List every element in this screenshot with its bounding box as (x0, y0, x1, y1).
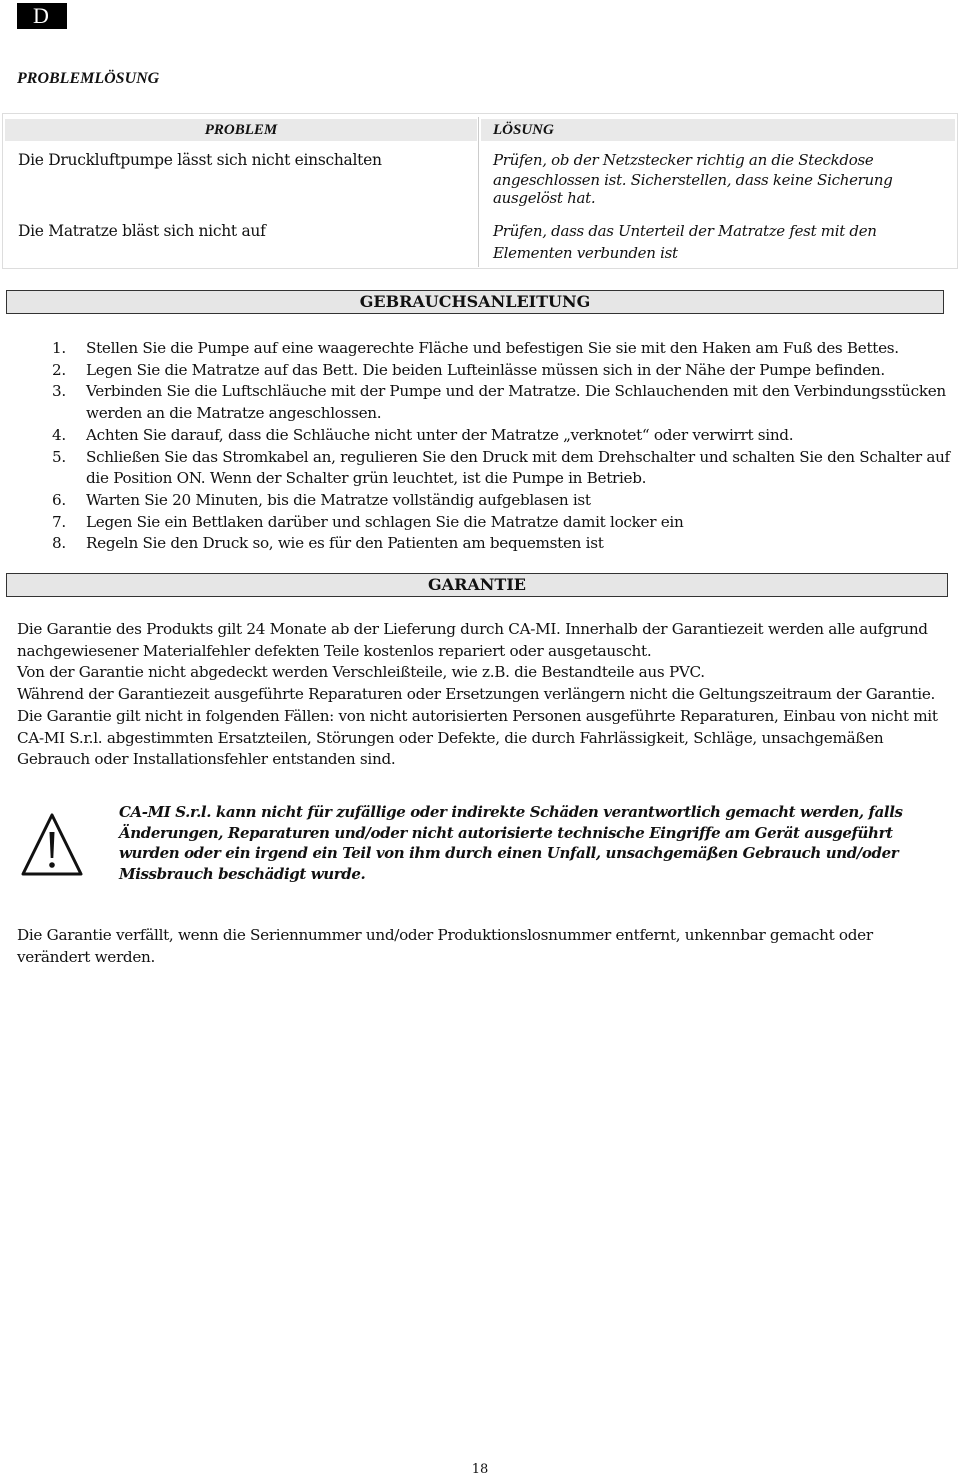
language-badge: D (17, 3, 67, 29)
step-number: 8. (52, 534, 66, 553)
step-item (52, 338, 952, 360)
step-text: Regeln Sie den Druck so, wie es für den Patienten am bequemsten ist (86, 534, 604, 553)
solution-line: Elementen verbunden ist (493, 244, 678, 262)
warranty-void-notice: Die Garantie verfällt, wenn die Seriennummer und/oder Produktionslosnummer entfernt, unkennbar gemacht oder verändert werden. (17, 926, 873, 966)
troubleshooting-table (2, 113, 958, 269)
solution-line: angeschlossen ist. Sicherstellen, dass keine Sicherung (493, 171, 893, 189)
instruction-steps (52, 338, 952, 555)
problem-cell-1: Die Druckluftpumpe lässt sich nicht einschalten (18, 151, 382, 169)
warranty-paragraph: Die Garantie gilt nicht in folgenden Fällen: von nicht autorisierten Personen ausgeführte Reparaturen, Einbau von nicht mit CA-MI S.r.l. abgestimmten Ersatzteilen, Störungen oder Defekte, die durch Fahrlässigkeit, Schläge, unsachgemäßen Gebrauch oder Installationsfehler entstanden sind. (17, 706, 938, 769)
solution-line: Prüfen, ob der Netzstecker richtig an die Steckdose (493, 151, 874, 169)
page-number: 18 (471, 1462, 489, 1477)
step-number: 7. (52, 512, 66, 531)
step-number: 2. (52, 360, 66, 379)
solution-line: Prüfen, dass das Unterteil der Matratze fest mit den (493, 222, 877, 240)
solution-column-header: LÖSUNG (481, 119, 955, 141)
step-number: 3. (52, 382, 66, 401)
warranty-paragraph: Die Garantie des Produkts gilt 24 Monate ab der Lieferung durch CA-MI. Innerhalb der Garantiezeit werden alle aufgrund nachgewiesener Materialfehler defekten Teile kostenlos repariert oder ausgetauscht. (17, 620, 928, 660)
step-item (52, 360, 952, 382)
step-number: 1. (52, 339, 66, 357)
step-number: 4. (52, 425, 66, 444)
warranty-paragraph: Während der Garantiezeit ausgeführte Reparaturen oder Ersetzungen verlängern nicht die Geltungszeitraum der Garantie. (17, 685, 936, 704)
problem-column-header: PROBLEM (5, 119, 477, 141)
step-text: Legen Sie ein Bettlaken darüber und schlagen Sie die Matratze damit locker ein (86, 512, 684, 531)
step-item (52, 490, 952, 512)
section-title-troubleshooting: PROBLEMLÖSUNG (17, 70, 160, 87)
problem-cell-2: Die Matratze bläst sich nicht auf (18, 222, 266, 240)
step-number: 6. (52, 490, 66, 509)
warranty-paragraph: Von der Garantie nicht abgedeckt werden Verschleißteile, wie z.B. die Bestandteile aus PVC. (17, 663, 705, 682)
warranty-body (17, 619, 947, 771)
step-text: Warten Sie 20 Minuten, bis die Matratze vollständig aufgeblasen ist (86, 490, 591, 509)
column-divider (478, 117, 479, 267)
solution-line: ausgelöst hat. (493, 189, 596, 207)
step-item (52, 512, 952, 534)
liability-disclaimer: CA-MI S.r.l. kann nicht für zufällige oder indirekte Schäden verantwortlich gemacht werden, falls Änderungen, Reparaturen und/oder nicht autorisierte technische Eingriffe am Gerät ausgeführt wurden oder ein irgend ein Teil von ihm durch einen Unfall, unsachgemäßen Gebrauch und/oder Missbrauch beschädigt wurde. (119, 803, 903, 883)
step-text: Schließen Sie das Stromkabel an, regulieren Sie den Druck mit dem Drehschalter und schalten Sie den Schalter auf die Position ON. Wenn der Schalter grün leuchtet, ist die Pumpe in Betrieb. (86, 447, 950, 488)
step-text: Verbinden Sie die Luftschläuche mit der Pumpe und der Matratze. Die Schlauchenden mit den Verbindungsstücken werden an die Matratze angeschlossen. (86, 382, 946, 423)
step-item (52, 425, 952, 447)
warranty-title-bar: GARANTIE (6, 573, 948, 597)
step-text: Achten Sie darauf, dass die Schläuche nicht unter der Matratze „verknotet“ oder verwirrt sind. (86, 425, 794, 444)
step-number: 5. (52, 447, 66, 466)
step-item (52, 381, 952, 424)
step-text: Stellen Sie die Pumpe auf eine waagerechte Fläche und befestigen Sie sie mit den Haken am Fuß des Bettes. (86, 339, 899, 357)
warning-triangle-icon (20, 812, 84, 878)
step-item (52, 533, 952, 555)
step-text: Legen Sie die Matratze auf das Bett. Die beiden Lufteinlässe müssen sich in der Nähe der Pumpe befinden. (86, 360, 885, 379)
solution-cell-2 (493, 220, 943, 264)
step-item (52, 447, 952, 490)
solution-cell-1 (493, 149, 943, 209)
instructions-title-bar: GEBRAUCHSANLEITUNG (6, 290, 944, 314)
